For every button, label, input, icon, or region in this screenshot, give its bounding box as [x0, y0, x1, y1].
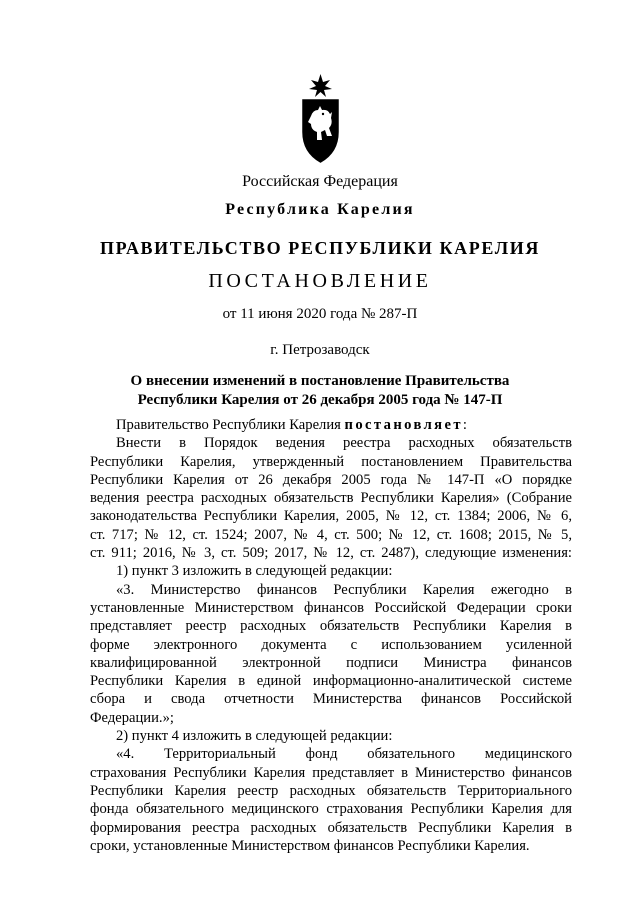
- p2-line: Республики Карелия в единой информационно-аналитической системе: [90, 673, 572, 690]
- p3-line: фонда обязательного медицинского страхования Республики Карелия для: [90, 801, 572, 818]
- p3-line: сроки, установленные Министерством финансов Республики Карелия.: [90, 837, 530, 854]
- country-name: Российская Федерация: [242, 173, 398, 190]
- document-body: [90, 416, 572, 855]
- document-subject: [0, 372, 640, 410]
- subject-line-2: Республики Карелия от 26 декабря 2005 года № 147-П: [137, 392, 503, 408]
- p1-line: Республики Карелия, утвержденный постановлением Правительства: [90, 453, 572, 470]
- item-1: 1) пункт 3 изложить в следующей редакции:: [116, 563, 393, 580]
- preamble-colon: :: [462, 417, 467, 433]
- p1-line: ст. 717; № 12, ст. 1524; 2007, № 4, ст. 500; № 12, ст. 1608; 2015, № 5,: [90, 526, 572, 543]
- document-type: ПОСТАНОВЛЕНИЕ: [208, 270, 432, 292]
- p1-line: Республики Карелия от 26 декабря 2005 года № 147-П «О порядке: [90, 471, 572, 488]
- p1-line: Внести в Порядок ведения реестра расходных обязательств: [116, 435, 572, 452]
- subject-line-1: О внесении изменений в постановление Правительства: [130, 373, 510, 389]
- preamble-action: постановляет: [344, 417, 463, 433]
- preamble: [90, 416, 572, 434]
- p1-line: ст. 911; 2016, № 3, ст. 509; 2017, № 12, ст. 2487), следующие изменения:: [90, 545, 572, 562]
- p3-line: Республики Карелия реестр расходных обязательств Территориального: [90, 782, 572, 799]
- p2-line: сбора и свода отчетности Министерства финансов Российской: [90, 691, 572, 708]
- date-and-number: от 11 июня 2020 года № 287-П: [222, 306, 418, 322]
- government-title: ПРАВИТЕЛЬСТВО РЕСПУБЛИКИ КАРЕЛИЯ: [100, 238, 540, 258]
- p1-line: ведения реестра расходных обязательств Республики Карелия» (Собрание: [90, 490, 572, 507]
- p2-line: установленные Министерством финансов Российской Федерации сроки: [90, 599, 572, 616]
- city: г. Петрозаводск: [270, 342, 370, 358]
- p2-line: представляет реестр расходных обязательств Республики Карелия в: [90, 618, 572, 635]
- p3-line: страхования Республики Карелия представляет в Министерство финансов: [90, 764, 572, 781]
- item-2: 2) пункт 4 изложить в следующей редакции:: [116, 728, 393, 745]
- p3-line: «4. Территориальный фонд обязательного медицинского: [116, 746, 572, 763]
- p2-line: Федерации.»;: [90, 709, 174, 726]
- p2-line: квалифицированной электронной подписи Министра финансов: [90, 654, 572, 671]
- p2-line: «3. Министерство финансов Республики Карелия ежегодно в: [116, 581, 572, 598]
- p2-line: форме электронного документа с использованием усиленной: [90, 636, 572, 653]
- p1-line: законодательства Республики Карелия, 2005, № 12, ст. 1384; 2006, № 6,: [90, 508, 572, 525]
- karelia-coat-of-arms-icon: [299, 72, 342, 164]
- p3-line: формирования реестра расходных обязательств Республики Карелия в: [90, 819, 572, 836]
- preamble-text: Правительство Республики Карелия: [116, 417, 345, 433]
- region-name: Республика Карелия: [225, 201, 415, 218]
